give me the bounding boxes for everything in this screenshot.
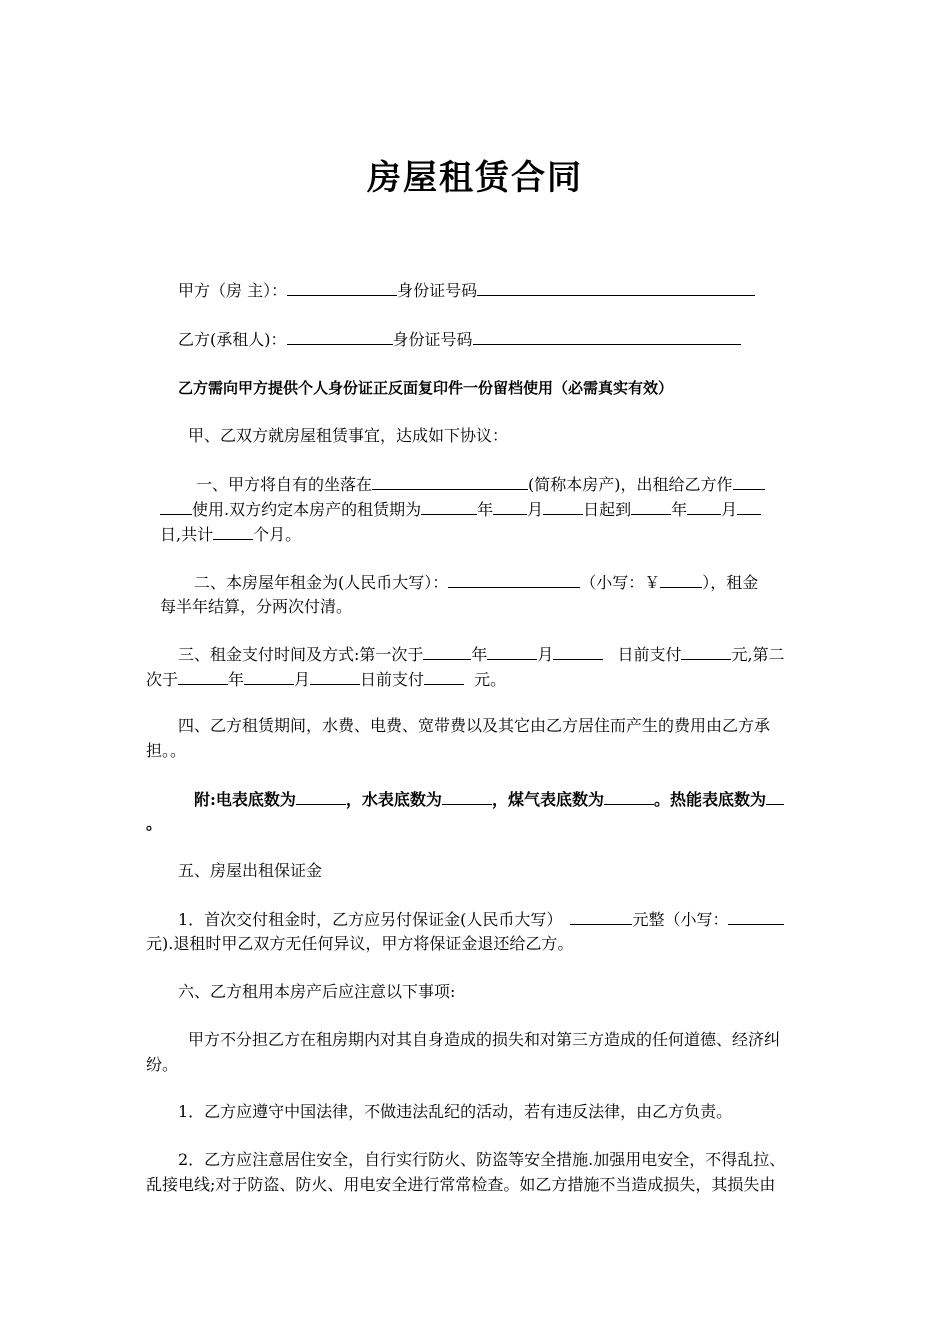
- clause-5-heading: 五、房屋出租保证金: [178, 861, 323, 880]
- party-b-id-label: 身份证号码: [392, 330, 473, 349]
- usage-blank: [733, 474, 765, 490]
- start-month-blank: [493, 499, 527, 515]
- month-label: 月: [537, 645, 554, 664]
- disclaimer-line-1: 甲方不分担乙方在租房期内对其自身造成的损失和对第三方造成的任何道德、经济纠: [188, 1030, 781, 1049]
- party-a-line: [178, 280, 755, 301]
- clause-1-line-3: [160, 524, 301, 545]
- clause-4-line-2: 担。。: [146, 741, 187, 760]
- gas-meter-label: ，煤气表底数为: [491, 790, 604, 809]
- year-label: 年: [228, 670, 245, 689]
- end-year-blank: [631, 499, 671, 515]
- deposit-line-2: 元).退租时甲乙双方无任何异议，甲方将保证金退还给乙方。: [146, 934, 574, 953]
- annual-rent-amount-blank: [660, 572, 702, 588]
- electric-meter-label: 附:电表底数为: [194, 790, 296, 809]
- clause-2-text: 二、本房屋年租金为(人民币大写）：: [194, 573, 449, 592]
- deposit-text: 1．首次交付租金时，乙方应另付保证金(人民币大写）: [178, 910, 563, 929]
- day-from-label: 日起到: [583, 500, 632, 519]
- water-meter-blank: [442, 789, 492, 805]
- clause-3-text: 三、租金支付时间及方式:第一次于: [178, 645, 424, 664]
- clause-1-text: 个月。: [253, 525, 302, 544]
- clause-1-text: 使用.双方约定本房产的租赁期为: [192, 500, 422, 519]
- year-label: 年: [477, 500, 494, 519]
- start-day-blank: [543, 499, 583, 515]
- meter-readings-end: 。: [146, 814, 163, 833]
- second-pay-year-blank: [178, 669, 228, 685]
- party-a-id-label: 身份证号码: [397, 281, 478, 300]
- party-b-id-blank: [473, 329, 741, 345]
- first-pay-month-blank: [487, 644, 537, 660]
- year-label: 年: [671, 500, 688, 519]
- clause-3-line-1: [178, 644, 785, 665]
- gas-meter-blank: [604, 789, 654, 805]
- party-b-label: 乙方(承租人)：: [178, 330, 287, 349]
- annual-rent-words-blank: [448, 572, 580, 588]
- clause-1-text: 一、甲方将自有的坐落在: [196, 475, 373, 494]
- party-a-id-blank: [477, 280, 755, 296]
- second-pay-day-blank: [310, 669, 360, 685]
- end-month-blank: [687, 499, 721, 515]
- clause-6-heading: 六、乙方租用本房产后应注意以下事项:: [178, 982, 456, 1001]
- total-months-blank: [213, 524, 253, 540]
- party-a-label: 甲方（房 主）：: [178, 281, 288, 300]
- electric-meter-blank: [296, 789, 346, 805]
- water-meter-label: ，水表底数为: [345, 790, 442, 809]
- clause-1-text: (简称本房产)，出租给乙方作: [528, 475, 733, 494]
- clause-1-text: 日,共计: [160, 525, 214, 544]
- agreement-intro: 甲、乙双方就房屋租赁事宜，达成如下协议：: [188, 426, 509, 445]
- party-a-name-blank: [287, 280, 397, 296]
- clause-2-text: ），租金: [702, 573, 759, 592]
- clause-2-line-1: [194, 572, 758, 593]
- meter-readings-line: [194, 789, 784, 810]
- month-label: 月: [721, 500, 738, 519]
- year-label: 年: [471, 645, 488, 664]
- party-b-line: [178, 329, 741, 350]
- end-day-blank: [737, 499, 761, 515]
- start-year-blank: [421, 499, 477, 515]
- pay-before-label: 日前支付: [360, 670, 425, 689]
- clause-2-text: （小写：￥: [580, 573, 661, 592]
- item-2-line-2: 乱接电线;对于防盗、防火、用电安全进行常常检查。如乙方措施不当造成损失，其损失由: [146, 1175, 776, 1194]
- heat-meter-blank: [766, 789, 784, 805]
- usage-blank-cont: [160, 499, 192, 515]
- clause-3-text: 元,第二: [731, 645, 785, 664]
- heat-meter-label: 。热能表底数为: [653, 790, 766, 809]
- property-location-blank: [372, 474, 528, 490]
- second-pay-amount-blank: [424, 669, 464, 685]
- id-copy-notice: 乙方需向甲方提供个人身份证正反面复印件一份留档使用（必需真实有效）: [178, 379, 674, 397]
- deposit-text: 元整（小写：: [632, 910, 729, 929]
- deposit-amount-blank: [728, 909, 784, 925]
- clause-3-text: 次于: [146, 670, 179, 689]
- deposit-line-1: [178, 909, 784, 930]
- item-1: 1．乙方应遵守中国法律，不做违法乱纪的活动，若有违反法律，由乙方负责。: [178, 1102, 733, 1121]
- disclaimer-line-2: 纷。: [146, 1055, 179, 1074]
- clause-4-line-1: 四、乙方租赁期间，水费、电费、宽带费以及其它由乙方居住而产生的费用由乙方承: [178, 716, 771, 735]
- first-pay-year-blank: [423, 644, 471, 660]
- yuan-label: 元。: [474, 670, 507, 689]
- clause-3-line-2: [146, 669, 506, 690]
- clause-2-line-2: 每半年结算，分两次付清。: [160, 597, 353, 616]
- item-2-line-1: 2．乙方应注意居住安全，自行实行防火、防盗等安全措施.加强用电安全，不得乱拉、: [178, 1150, 786, 1169]
- month-label: 月: [294, 670, 311, 689]
- month-label: 月: [527, 500, 544, 519]
- document-title: 房屋租赁合同: [367, 158, 583, 198]
- first-pay-amount-blank: [681, 644, 731, 660]
- pay-before-label: 日前支付: [617, 645, 682, 664]
- second-pay-month-blank: [244, 669, 294, 685]
- first-pay-day-blank: [553, 644, 603, 660]
- deposit-words-blank: [570, 909, 632, 925]
- clause-1-line-2: [160, 499, 761, 520]
- clause-1-line-1: [196, 474, 765, 495]
- party-b-name-blank: [287, 329, 393, 345]
